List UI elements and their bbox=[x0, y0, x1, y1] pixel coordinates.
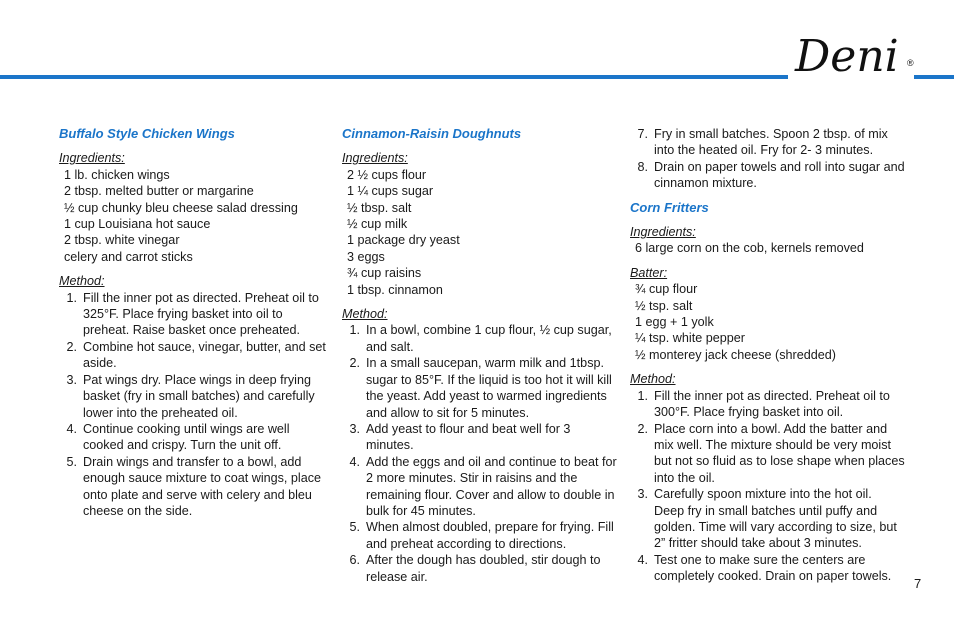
method-step bbox=[59, 421, 329, 454]
step-number: 8. bbox=[637, 159, 648, 174]
step-text: Carefully spoon mixture into the hot oil. Deep fry in small batches until puffy and golden. Time will vary according to size, but 2” fritter should take about 3 minutes. bbox=[654, 487, 897, 551]
step-text: Pat wings dry. Place wings in deep frying basket (fry in small batches) and carefully lower into the preheated oil. bbox=[83, 372, 315, 420]
step-text: Combine hot sauce, vinegar, butter, and set aside. bbox=[83, 339, 326, 371]
method-step bbox=[342, 519, 617, 552]
step-number: 4. bbox=[637, 552, 648, 567]
method-steps bbox=[59, 290, 329, 520]
method-step bbox=[342, 454, 617, 520]
method-step bbox=[630, 486, 905, 552]
logo-text: Deni bbox=[795, 31, 899, 82]
registered-mark: ® bbox=[907, 58, 914, 68]
ingredients-list bbox=[59, 167, 329, 265]
brand-logo bbox=[795, 28, 915, 90]
step-number: 1. bbox=[66, 290, 77, 305]
step-text: Drain on paper towels and roll into sugar and cinnamon mixture. bbox=[654, 159, 905, 191]
method-steps bbox=[342, 322, 617, 585]
ingredient-item: ½ cup chunky bleu cheese salad dressing bbox=[64, 200, 298, 215]
ingredient-item: 1 ¼ cups sugar bbox=[347, 184, 434, 199]
header-rule-right bbox=[914, 75, 954, 79]
ingredient-item: 1 lb. chicken wings bbox=[64, 167, 170, 182]
step-number: 1. bbox=[637, 388, 648, 403]
recipe-title: Buffalo Style Chicken Wings bbox=[59, 126, 235, 141]
step-text: Drain wings and transfer to a bowl, add enough sauce mixture to coat wings, place onto plate and serve with celery and bleu cheese on the side. bbox=[83, 454, 322, 518]
method-label: Method: bbox=[342, 307, 388, 322]
ingredients-label: Ingredients: bbox=[59, 151, 125, 166]
step-number: 4. bbox=[349, 454, 360, 469]
method-label: Method: bbox=[630, 372, 676, 387]
method-step bbox=[342, 355, 617, 421]
ingredient-item: ½ tsp. salt bbox=[635, 298, 693, 313]
ingredient-item: ¾ cup flour bbox=[635, 282, 698, 297]
page-number: 7 bbox=[914, 576, 922, 591]
recipe-cinnamon-raisin-doughnuts bbox=[342, 126, 617, 585]
step-number: 3. bbox=[349, 421, 360, 436]
step-text: In a small saucepan, warm milk and 1tbsp. sugar to 85°F. If the liquid is too hot it will kill the yeast. Add yeast to warmed ingredients and allow to sit for 5 minutes. bbox=[366, 356, 612, 420]
method-step bbox=[59, 290, 329, 339]
ingredients-label: Ingredients: bbox=[342, 151, 408, 166]
method-step bbox=[630, 552, 905, 585]
ingredient-item: 1 cup Louisiana hot sauce bbox=[64, 217, 211, 232]
method-step bbox=[630, 388, 905, 421]
column-three bbox=[630, 126, 905, 585]
method-step bbox=[342, 322, 617, 355]
header-rule-left bbox=[0, 75, 788, 79]
step-number: 2. bbox=[66, 339, 77, 354]
ingredient-item: ¼ tsp. white pepper bbox=[635, 331, 745, 346]
step-number: 6. bbox=[349, 553, 360, 568]
method-steps-continued bbox=[630, 126, 905, 192]
ingredient-item: 1 tbsp. cinnamon bbox=[347, 282, 443, 297]
method-step bbox=[59, 339, 329, 372]
step-text: Continue cooking until wings are well cooked and crispy. Turn the unit off. bbox=[83, 421, 290, 453]
method-step bbox=[59, 372, 329, 421]
ingredient-item: 2 tbsp. melted butter or margarine bbox=[64, 184, 254, 199]
step-number: 1. bbox=[349, 323, 360, 338]
batter-label: Batter: bbox=[630, 265, 668, 280]
method-label: Method: bbox=[59, 274, 105, 289]
method-step bbox=[342, 421, 617, 454]
method-step bbox=[630, 421, 905, 487]
method-steps bbox=[630, 388, 905, 585]
step-text: Fry in small batches. Spoon 2 tbsp. of mix into the heated oil. Fry for 2- 3 minutes. bbox=[654, 127, 888, 158]
step-text: Fill the inner pot as directed. Preheat oil to 325°F. Place frying basket into oil to preheat. Raise basket once preheated. bbox=[83, 290, 319, 338]
ingredient-item: 2 tbsp. white vinegar bbox=[64, 233, 180, 248]
step-text: After the dough has doubled, stir dough to release air. bbox=[366, 553, 601, 584]
ingredient-item: celery and carrot sticks bbox=[64, 249, 193, 264]
ingredient-item: ½ tbsp. salt bbox=[347, 200, 412, 215]
method-step bbox=[630, 159, 905, 192]
step-number: 7. bbox=[637, 127, 648, 141]
ingredient-item: 1 egg + 1 yolk bbox=[635, 315, 714, 330]
step-text: When almost doubled, prepare for frying. Fill and preheat according to directions. bbox=[366, 520, 614, 551]
ingredient-item: ¾ cup raisins bbox=[347, 266, 422, 281]
step-text: Fill the inner pot as directed. Preheat oil to 300°F. Place frying basket into oil. bbox=[654, 388, 890, 420]
step-number: 3. bbox=[66, 372, 77, 387]
method-step bbox=[630, 126, 905, 159]
step-text: Add yeast to flour and beat well for 3 minutes. bbox=[366, 421, 571, 453]
recipe-title: Corn Fritters bbox=[630, 199, 709, 215]
step-number: 5. bbox=[349, 520, 360, 535]
step-text: Place corn into a bowl. Add the batter and mix well. The mixture should be very moist but not so fluid as to lose shape when places into the oil. bbox=[654, 421, 905, 485]
ingredient-item: 6 large corn on the cob, kernels removed bbox=[635, 241, 864, 256]
ingredient-item: 2 ½ cups flour bbox=[347, 167, 427, 182]
step-number: 4. bbox=[66, 421, 77, 436]
recipe-title: Cinnamon-Raisin Doughnuts bbox=[342, 126, 522, 141]
method-step bbox=[59, 454, 329, 520]
recipe-buffalo-wings bbox=[59, 126, 329, 519]
batter-list bbox=[630, 281, 905, 363]
method-step bbox=[342, 552, 617, 585]
step-text: In a bowl, combine 1 cup flour, ½ cup sugar, and salt. bbox=[366, 323, 612, 354]
step-number: 3. bbox=[637, 487, 648, 502]
step-number: 5. bbox=[66, 454, 77, 469]
ingredient-item: 3 eggs bbox=[347, 249, 385, 264]
ingredient-item: ½ cup milk bbox=[347, 217, 408, 232]
step-number: 2. bbox=[637, 421, 648, 436]
ingredients-label: Ingredients: bbox=[630, 225, 696, 240]
ingredients-list bbox=[630, 240, 905, 256]
ingredient-item: ½ monterey jack cheese (shredded) bbox=[635, 347, 836, 362]
step-number: 2. bbox=[349, 356, 360, 371]
step-text: Test one to make sure the centers are completely cooked. Drain on paper towels. bbox=[654, 552, 892, 584]
ingredient-item: 1 package dry yeast bbox=[347, 233, 460, 248]
step-text: Add the eggs and oil and continue to beat for 2 more minutes. Stir in raisins and the remaining flour. Cover and allow to double in bulk for 45 minutes. bbox=[366, 454, 617, 518]
ingredients-list bbox=[342, 167, 617, 298]
